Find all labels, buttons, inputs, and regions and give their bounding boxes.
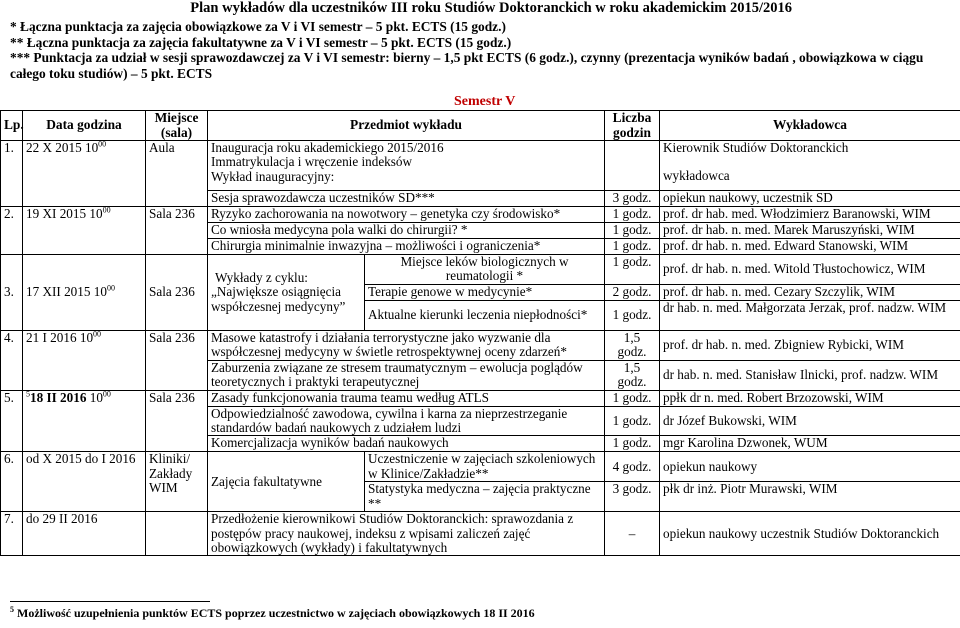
cell-lecturer: dr hab. n. med. Małgorzata Jerzak, prof. nadzw. WIM <box>660 301 960 331</box>
table-row <box>1 255 960 285</box>
cell-date <box>23 255 146 331</box>
note-obligatory: * Łączna punktacja za zajęcia obowiązkowe za V i VI semestr – 5 pkt. ECTS (15 godz.) <box>10 19 506 34</box>
cell-lp: 3. <box>1 255 23 331</box>
cycle-label: Wykłady z cyklu: <box>215 269 308 285</box>
cell-date <box>23 390 146 452</box>
notes <box>10 19 955 81</box>
cell-hours: 1 godz. <box>605 406 660 436</box>
cell-lecturer: mgr Karolina Dzwonek, WUM <box>660 436 960 452</box>
cell-hours: 3 godz. <box>605 191 660 207</box>
time-minutes: 00 <box>102 389 111 399</box>
cell-hours: 1,5 godz. <box>605 360 660 390</box>
footnote-text: Możliwość uzupełnienia punktów ECTS poprzez uczestnictwo w zajęciach obowiązkowych 18 II 2016 <box>17 606 535 620</box>
cell-lecturer: prof. dr hab. n. med. Zbigniew Rybicki, WIM <box>660 331 960 361</box>
lecturer-line: wykładowca <box>663 168 730 184</box>
cell-subject: Masowe katastrofy i działania terrorystyczne jako wyzwanie dla współczesnej medycyny w świetle retrospektywnej oceny zdarzeń* <box>208 331 605 361</box>
cell-place: Aula <box>146 141 208 207</box>
time-minutes: 00 <box>93 329 102 339</box>
cell-subject: Co wniosła medycyna pola walki do chirurgii? * <box>208 223 605 239</box>
cell-hours: 1 godz. <box>605 207 660 223</box>
cell-lp: 6. <box>1 452 23 512</box>
cell-place: Sala 236 <box>146 255 208 331</box>
cell-lecturer: prof. dr hab. med. Włodzimierz Baranowski, WIM <box>660 207 960 223</box>
header-place: Miejsce (sala) <box>146 111 208 141</box>
header-hours: Liczba godzin <box>605 111 660 141</box>
cell-place: Sala 236 <box>146 331 208 391</box>
time-minutes: 00 <box>106 283 115 293</box>
cell-subject: Zaburzenia związane ze stresem traumatycznym – ewolucja poglądów teoretycznych i praktyki terapeutycznej <box>208 360 605 390</box>
date-text: 21 I 2016 10 <box>26 330 94 345</box>
note-session: *** Punktacja za udział w sesji sprawozdawczej za V i VI semestr: bierny – 1,5 pkt ECTS (6 godz.), czynny (prezentacja wyników badań , obowiązkowa w ciągu całego toku studiów) – 5 pkt. ECTS <box>10 50 924 81</box>
header-row <box>1 111 960 141</box>
cell-lp: 1. <box>1 141 23 207</box>
header-subject: Przedmiot wykładu <box>208 111 605 141</box>
cell-subject <box>208 141 605 191</box>
cell-subject: Odpowiedzialność zawodowa, cywilna i karna za nieprzestrzeganie standardów badań naukowych z udziałem ludzi <box>208 406 605 436</box>
footnote-mark: 5 <box>10 605 14 614</box>
cell-lecturer: dr hab. n. med. Stanisław Ilnicki, prof. nadzw. WIM <box>660 360 960 390</box>
cell-lecturer <box>660 141 960 191</box>
cell-date <box>23 331 146 391</box>
footnote-rule <box>10 601 210 602</box>
cell-place: Sala 236 <box>146 390 208 452</box>
cell-lecturer: opiekun naukowy <box>660 452 960 482</box>
cell-lecturer: opiekun naukowy uczestnik Studiów Doktoranckich <box>660 512 960 556</box>
footnote-ref: 5 <box>26 389 30 399</box>
cell-hours: 1 godz. <box>605 239 660 255</box>
table-row <box>1 331 960 361</box>
cell-hours: – <box>605 512 660 556</box>
cell-place: Kliniki/ Zakłady WIM <box>146 452 208 512</box>
cell-hours: 3 godz. <box>605 482 660 512</box>
date-text: 18 II 2016 <box>30 389 87 405</box>
cell-group: Zajęcia fakultatywne <box>208 452 365 512</box>
time-minutes: 00 <box>98 139 107 149</box>
cell-lp: 4. <box>1 331 23 391</box>
cell-lp: 5. <box>1 390 23 452</box>
table-row <box>1 207 960 223</box>
cell-hours <box>605 141 660 191</box>
cell-date <box>23 207 146 255</box>
cell-subject: Zasady funkcjonowania trauma teamu według ATLS <box>208 390 605 406</box>
cell-hours: 1 godz. <box>605 436 660 452</box>
subject-line: Wykład inauguracyjny: <box>211 168 335 184</box>
cell-lp: 2. <box>1 207 23 255</box>
cell-subject: Terapie genowe w medycynie* <box>365 285 605 301</box>
cell-subject: Uczestniczenie w zajęciach szkoleniowych w Klinice/Zakładzie** <box>365 452 605 482</box>
cell-hours: 2 godz. <box>605 285 660 301</box>
time-minutes: 00 <box>102 205 111 215</box>
cell-date: do 29 II 2016 <box>23 512 146 556</box>
header-lp: Lp. <box>1 111 23 141</box>
subject-line: Inauguracja roku akademickiego 2015/2016 <box>211 140 444 155</box>
cell-lecturer: ppłk dr n. med. Robert Brzozowski, WIM <box>660 390 960 406</box>
cell-place: Sala 236 <box>146 207 208 255</box>
time-text: 10 <box>86 389 103 405</box>
cell-lecturer: opiekun naukowy, uczestnik SD <box>660 191 960 207</box>
cell-date <box>23 141 146 207</box>
cell-subject: Statystyka medyczna – zajęcia praktyczne ** <box>365 482 605 512</box>
cell-hours: 1 godz. <box>605 255 660 285</box>
table-row <box>1 512 960 556</box>
cell-hours: 1 godz. <box>605 301 660 331</box>
date-text: 17 XII 2015 10 <box>26 284 107 300</box>
cell-lecturer: prof. dr hab. n. med. Witold Tłustochowicz, WIM <box>660 255 960 285</box>
header-date: Data godzina <box>23 111 146 141</box>
cell-lecturer: prof. dr hab. n. med. Marek Maruszyński, WIM <box>660 223 960 239</box>
cell-subject: Chirurgia minimalnie inwazyjna – możliwości i ograniczenia* <box>208 239 605 255</box>
header-lecturer: Wykładowca <box>660 111 960 141</box>
cell-lecturer: prof. dr hab. n. med. Edward Stanowski, WIM <box>660 239 960 255</box>
cell-subject: Miejsce leków biologicznych w reumatologii * <box>365 255 605 285</box>
cell-hours: 4 godz. <box>605 452 660 482</box>
cell-subject: Przedłożenie kierownikowi Studiów Doktoranckich: sprawozdania z postępów pracy naukowej, indeksu z wpisami zaliczeń zajęć obowiązkowych (wykłady) i fakultatywnych <box>208 512 605 556</box>
cell-lecturer: dr Józef Bukowski, WIM <box>660 406 960 436</box>
semester-label: Semestr V <box>454 94 516 109</box>
cell-lecturer: płk dr inż. Piotr Murawski, WIM <box>660 482 960 512</box>
schedule-table <box>0 110 960 556</box>
cell-lecturer: prof. dr hab. n. med. Cezary Szczylik, WIM <box>660 285 960 301</box>
note-optional: ** Łączna punktacja za zajęcia fakultatywne za V i VI semestr – 5 pkt. ECTS (15 godz.) <box>10 34 512 50</box>
cell-place <box>146 512 208 556</box>
cell-lp: 7. <box>1 512 23 556</box>
lecturer-line: Kierownik Studiów Doktoranckich <box>663 140 849 155</box>
cell-subject: Aktualne kierunki leczenia niepłodności* <box>365 301 605 331</box>
cell-subject: Ryzyko zachorowania na nowotwory – genetyka czy środowisko* <box>208 207 605 223</box>
cell-hours: 1,5 godz. <box>605 331 660 361</box>
table-row <box>1 141 960 191</box>
cell-cycle <box>208 255 365 331</box>
cell-subject: Komercjalizacja wyników badań naukowych <box>208 436 605 452</box>
table-row <box>1 390 960 406</box>
date-text: 19 XI 2015 10 <box>26 206 103 221</box>
cell-hours: 1 godz. <box>605 223 660 239</box>
cycle-title: „Największe osiągnięcia współczesnej medycyny” <box>211 284 346 314</box>
page-title: Plan wykładów dla uczestników III roku Studiów Doktoranckich w roku akademickim 2015/2016 <box>190 0 792 16</box>
subject-line: Immatrykulacja i wręczenie indeksów <box>211 154 413 170</box>
cell-date: od X 2015 do I 2016 <box>23 452 146 512</box>
cell-subject: Sesja sprawozdawcza uczestników SD*** <box>208 191 605 207</box>
footnote <box>10 606 535 621</box>
cell-hours: 1 godz. <box>605 390 660 406</box>
date-text: 22 X 2015 10 <box>26 140 99 155</box>
table-row <box>1 452 960 482</box>
